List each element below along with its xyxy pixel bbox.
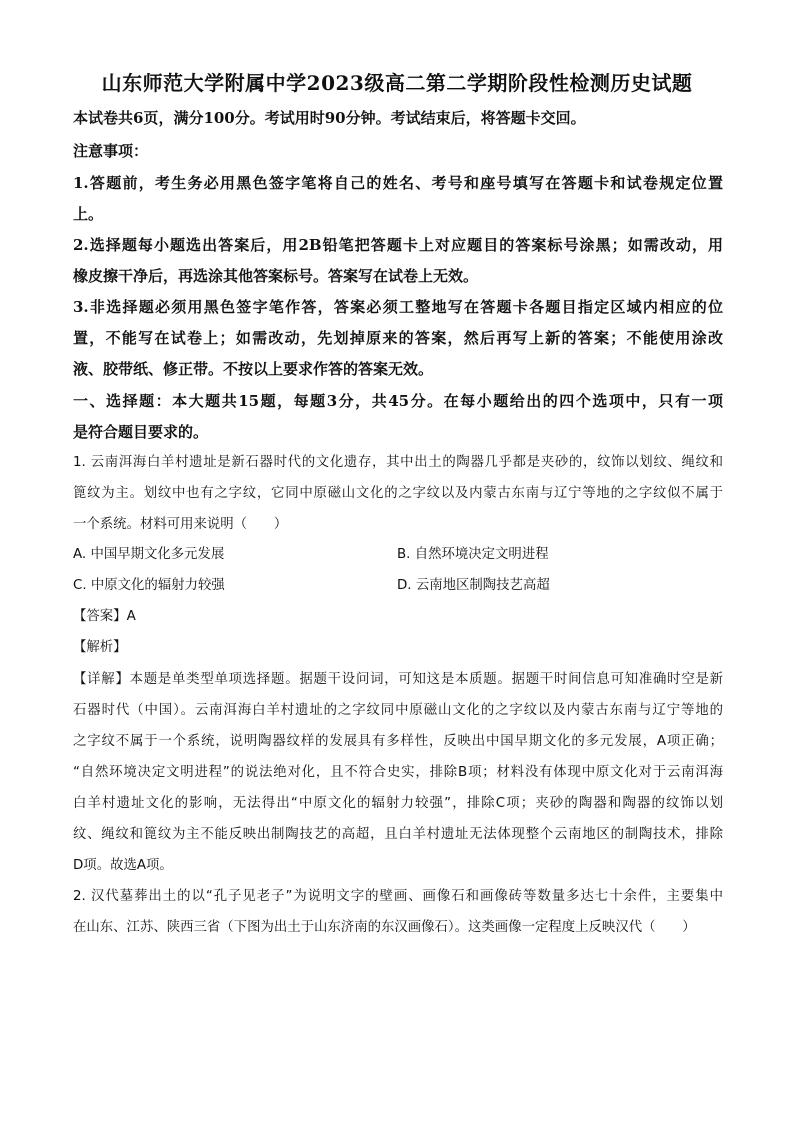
section-heading-line-2: 是符合题目要求的。 [73, 423, 209, 441]
q2-stem-line-2: 在山东、江苏、陕西三省（下图为出土于山东济南的东汉画像石）。这类画像一定程度上反映汉代（ ） [73, 920, 696, 935]
q1-option-b: B. 自然环境决定文明进程 [397, 547, 549, 562]
q2-stem-line-1: 2. 汉代墓葬出土的以“孔子见老子”为说明文字的壁画、画像石和画像砖等数量多达七十余件，主要集中 [73, 889, 723, 904]
q1-detail-line-2: 石器时代（中国）。云南洱海白羊村遗址的之字纹同中原磁山文化的之字纹以及内蒙古东南与辽宁等地的 [73, 703, 723, 718]
q1-detail-line-4: “自然环境决定文明进程”的说法绝对化，且不符合史实，排除B项；材料没有体现中原文化对于云南洱海 [73, 765, 723, 780]
q1-detail-line-1 [73, 664, 723, 696]
answer-tag: 【答案】 [73, 609, 127, 624]
notice-1-line-1: 1.答题前，考生务必用黑色签字笔将自己的姓名、考号和座号填写在答题卡和试卷规定位置 [73, 174, 723, 192]
q1-stem-line-1: 1. 云南洱海白羊村遗址是新石器时代的文化遗存，其中出土的陶器几乎都是夹砂的，纹饰以划纹、绳纹和 [73, 455, 723, 470]
q1-answer-line [73, 601, 723, 633]
q1-option-c: C. 中原文化的辐射力较强 [73, 578, 225, 593]
q1-stem-line-2: 篦纹为主。划纹中也有之字纹，它同中原磁山文化的之字纹以及内蒙古东南与辽宁等地的之字纹似不属于 [73, 486, 723, 501]
notice-heading: 注意事项： [73, 142, 149, 160]
q1-detail-line-5: 白羊村遗址文化的影响，无法得出“中原文化的辐射力较强”，排除C项；夹砂的陶器和陶器的纹饰以划 [73, 796, 723, 811]
section-heading-line-1: 一、选择题：本大题共15题，每题3分，共45分。在每小题给出的四个选项中，只有一项 [73, 392, 723, 410]
intro-text: 本试卷共6页，满分100分。考试用时90分钟。考试结束后，将答题卡交回。 [73, 109, 586, 127]
notice-3-line-3: 液、胶带纸、修正带。不按以上要求作答的答案无效。 [73, 360, 434, 378]
notice-2-line-1: 2.选择题每小题选出答案后，用2B铅笔把答题卡上对应题目的答案标号涂黑；如需改动，用 [73, 236, 723, 254]
page-title: 山东师范大学附属中学2023级高二第二学期阶段性检测历史试题 [101, 71, 693, 95]
notice-1-line-2: 上。 [73, 205, 104, 223]
q1-option-a: A. 中国早期文化多元发展 [73, 547, 225, 562]
q1-detail-line-3: 之字纹不属于一个系统，说明陶器纹样的发展具有多样性，反映出中国早期文化的多元发展，A项正确； [73, 734, 723, 749]
answer-value: A [126, 609, 136, 624]
analysis-tag: 【解析】 [73, 640, 127, 655]
detail-tag: 【详解】 [73, 672, 130, 687]
notice-3-line-2: 置，不能写在试卷上；如需改动，先划掉原来的答案，然后再写上新的答案；不能使用涂改 [73, 329, 723, 347]
q1-option-d: D. 云南地区制陶技艺高超 [397, 578, 550, 593]
q1-detail-line-6: 纹、绳纹和篦纹为主不能反映出制陶技艺的高超，且白羊村遗址无法体现整个云南地区的制陶技术，排除 [73, 827, 723, 842]
notice-2-line-2: 橡皮擦干净后，再选涂其他答案标号。答案写在试卷上无效。 [73, 267, 479, 285]
detail-text-1: 本题是单类型单项选择题。据题干设问词，可知这是本质题。据题干时间信息可知准确时空是新 [129, 672, 724, 687]
q1-detail-line-7: D项。故选A项。 [73, 858, 173, 873]
notice-3-line-1: 3.非选择题必须用黑色签字笔作答，答案必须工整地写在答题卡各题目指定区域内相应的位 [73, 298, 723, 316]
q1-stem-line-3: 一个系统。材料可用来说明（ ） [73, 517, 288, 532]
